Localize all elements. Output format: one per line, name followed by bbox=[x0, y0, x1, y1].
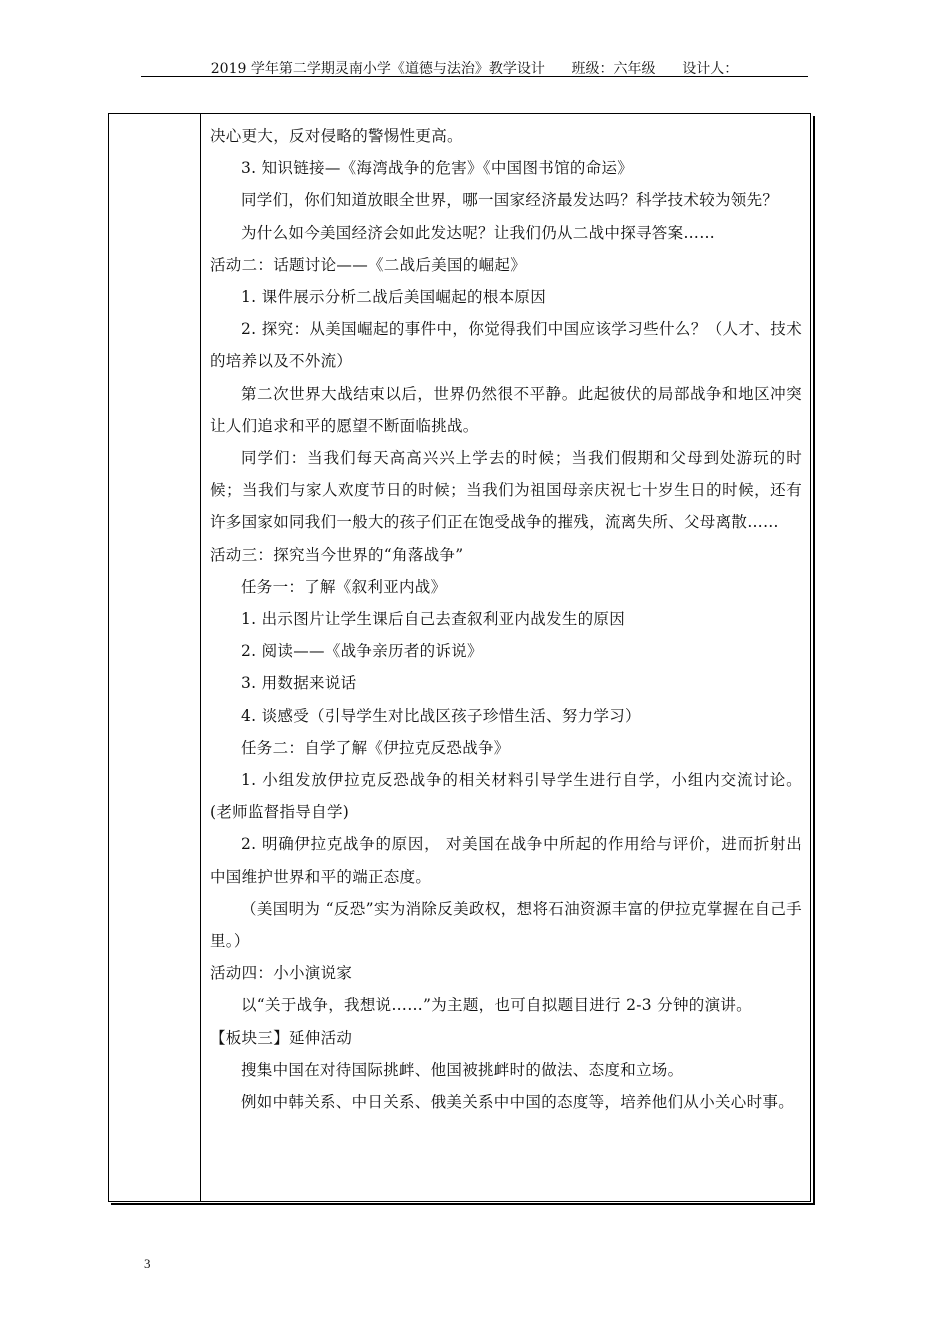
header-rule bbox=[141, 76, 808, 77]
content-paragraph: 同学们：当我们每天高高兴兴上学去的时候；当我们假期和父母到处游玩的时候；当我们与家人欢度节日的时候；当我们为祖国母亲庆祝七十岁生日的时候，还有许多国家如同我们一般大的孩子们正在饱受战争的摧残，流离失所、父母离散…… bbox=[210, 449, 802, 532]
content-paragraph: 活动二：话题讨论——《二战后美国的崛起》 bbox=[210, 255, 527, 274]
content-paragraph: 【板块三】延伸活动 bbox=[210, 1028, 353, 1047]
content-paragraph: 活动三：探究当今世界的“角落战争” bbox=[210, 545, 464, 564]
content-paragraph: 3. 用数据来说话 bbox=[241, 674, 357, 693]
table-border-left bbox=[108, 113, 109, 1202]
content-paragraph: 2. 阅读——《战争亲历者的诉说》 bbox=[241, 642, 483, 661]
content-paragraph: 例如中韩关系、中日关系、俄美关系中中国的态度等，培养他们从小关心时事。 bbox=[241, 1093, 795, 1112]
content-paragraph: 1. 课件展示分析二战后美国崛起的根本原因 bbox=[241, 288, 547, 307]
content-paragraph: 活动四：小小演说家 bbox=[210, 964, 353, 983]
table-column-divider bbox=[200, 113, 201, 1202]
content-paragraph: 2. 明确伊拉克战争的原因， 对美国在战争中所起的作用给与评价，进而折射出中国维护世界和平的端正态度。 bbox=[210, 835, 802, 886]
table-border-right bbox=[810, 113, 811, 1202]
content-paragraph: 第二次世界大战结束以后，世界仍然很不平静。此起彼伏的局部战争和地区冲突让人们追求和平的愿望不断面临挑战。 bbox=[210, 384, 802, 435]
table-shadow-right bbox=[813, 116, 815, 1205]
page-number: 3 bbox=[144, 1256, 151, 1271]
content-paragraph: 搜集中国在对待国际挑衅、他国被挑衅时的做法、态度和立场。 bbox=[241, 1060, 684, 1079]
content-paragraph: 3. 知识链接—《海湾战争的危害》《中国图书馆的命运》 bbox=[241, 159, 634, 178]
content-paragraph: 2. 探究：从美国崛起的事件中，你觉得我们中国应该学习些什么？（人才、技术的培养以及不外流） bbox=[210, 320, 802, 371]
content-paragraph: 4. 谈感受（引导学生对比战区孩子珍惜生活、努力学习） bbox=[241, 706, 641, 725]
lesson-content bbox=[210, 120, 802, 1118]
content-paragraph: （美国明为 “反恐”实为消除反美政权，想将石油资源丰富的伊拉克掌握在自己手里。） bbox=[210, 899, 802, 951]
content-paragraph: 1. 小组发放伊拉克反恐战争的相关材料引导学生进行自学，小组内交流讨论。(老师监督指导自学) bbox=[210, 771, 802, 822]
content-paragraph: 任务二：自学了解《伊拉克反恐战争》 bbox=[241, 738, 510, 757]
content-paragraph: 任务一：了解《叙利亚内战》 bbox=[241, 577, 447, 596]
content-paragraph: 决心更大，反对侵略的警惕性更高。 bbox=[210, 127, 463, 145]
content-paragraph: 为什么如今美国经济会如此发达呢？让我们仍从二战中探寻答案…… bbox=[241, 223, 716, 242]
table-border-top bbox=[108, 113, 811, 114]
table-border-bottom bbox=[108, 1201, 811, 1202]
page-header: 2019 学年第二学期灵南小学《道德与法治》教学设计 班级：六年级 设计人： bbox=[210, 61, 739, 77]
content-paragraph: 以“关于战争，我想说……”为主题，也可自拟题目进行 2-3 分钟的演讲。 bbox=[241, 996, 752, 1015]
content-paragraph: 同学们，你们知道放眼全世界，哪一国家经济最发达吗？科学技术较为领先？ bbox=[241, 191, 779, 210]
content-paragraph: 1. 出示图片让学生课后自己去查叙利亚内战发生的原因 bbox=[241, 610, 626, 629]
table-shadow-bottom bbox=[111, 1203, 815, 1205]
